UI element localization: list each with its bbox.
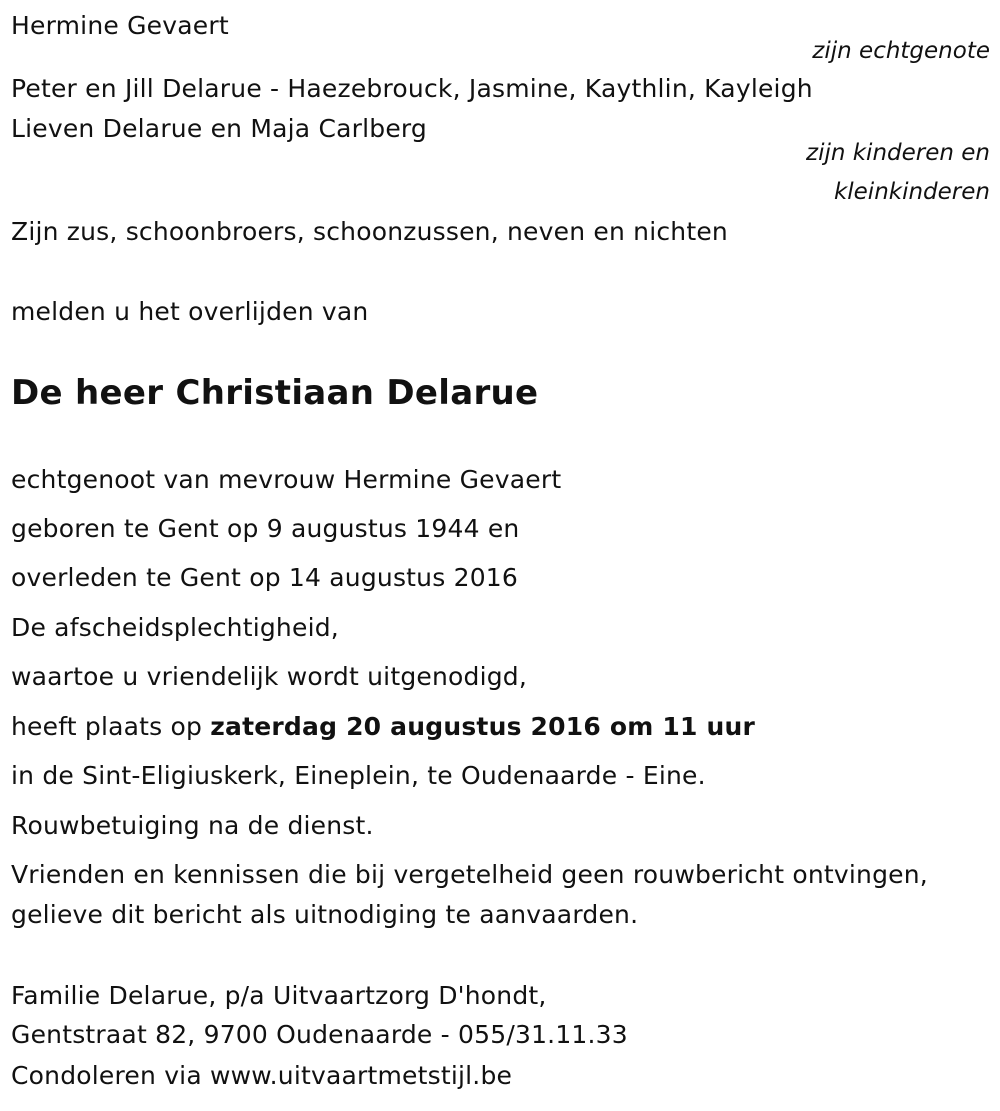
died-line: overleden te Gent op 14 augustus 2016 bbox=[11, 563, 519, 592]
invitation-line: waartoe u vriendelijk wordt uitgenodigd, bbox=[11, 662, 528, 691]
contact-line-2: Gentstraat 82, 9700 Oudenaarde - 055/31.11.33 bbox=[11, 1020, 628, 1049]
children-line-2: Lieven Delarue en Maja Carlberg bbox=[11, 114, 428, 143]
announcement-line: melden u het overlijden van bbox=[11, 297, 369, 326]
condolence-after-line: Rouwbetuiging na de dienst. bbox=[11, 811, 374, 840]
children-note-2: kleinkinderen bbox=[833, 179, 990, 205]
contact-line-3: Condoleren via www.uitvaartmetstijl.be bbox=[11, 1061, 513, 1090]
spouse-note: zijn echtgenote bbox=[812, 38, 990, 64]
spouse-of-line: echtgenoot van mevrouw Hermine Gevaert bbox=[11, 465, 562, 494]
contact-line-1: Familie Delarue, p/a Uitvaartzorg D'hondt, bbox=[11, 981, 547, 1010]
location-line: in de Sint-Eligiuskerk, Eineplein, te Oudenaarde - Eine. bbox=[11, 761, 706, 790]
children-note-1: zijn kinderen en bbox=[806, 140, 990, 166]
notice-line-1: Vrienden en kennissen die bij vergetelheid geen rouwbericht ontvingen, bbox=[11, 860, 928, 889]
notice-line-2: gelieve dit bericht als uitnodiging te aanvaarden. bbox=[11, 900, 639, 929]
takes-place-date: zaterdag 20 augustus 2016 om 11 uur bbox=[210, 712, 755, 741]
deceased-name: De heer Christiaan Delarue bbox=[11, 373, 539, 413]
born-line: geboren te Gent op 9 augustus 1944 en bbox=[11, 514, 520, 543]
children-line-1: Peter en Jill Delarue - Haezebrouck, Jasmine, Kaythlin, Kayleigh bbox=[11, 74, 813, 103]
takes-place-line bbox=[11, 711, 755, 743]
ceremony-line: De afscheidsplechtigheid, bbox=[11, 613, 339, 642]
relatives-line: Zijn zus, schoonbroers, schoonzussen, neven en nichten bbox=[11, 217, 728, 246]
takes-place-prefix: heeft plaats op bbox=[11, 712, 211, 741]
spouse-name: Hermine Gevaert bbox=[11, 11, 229, 40]
